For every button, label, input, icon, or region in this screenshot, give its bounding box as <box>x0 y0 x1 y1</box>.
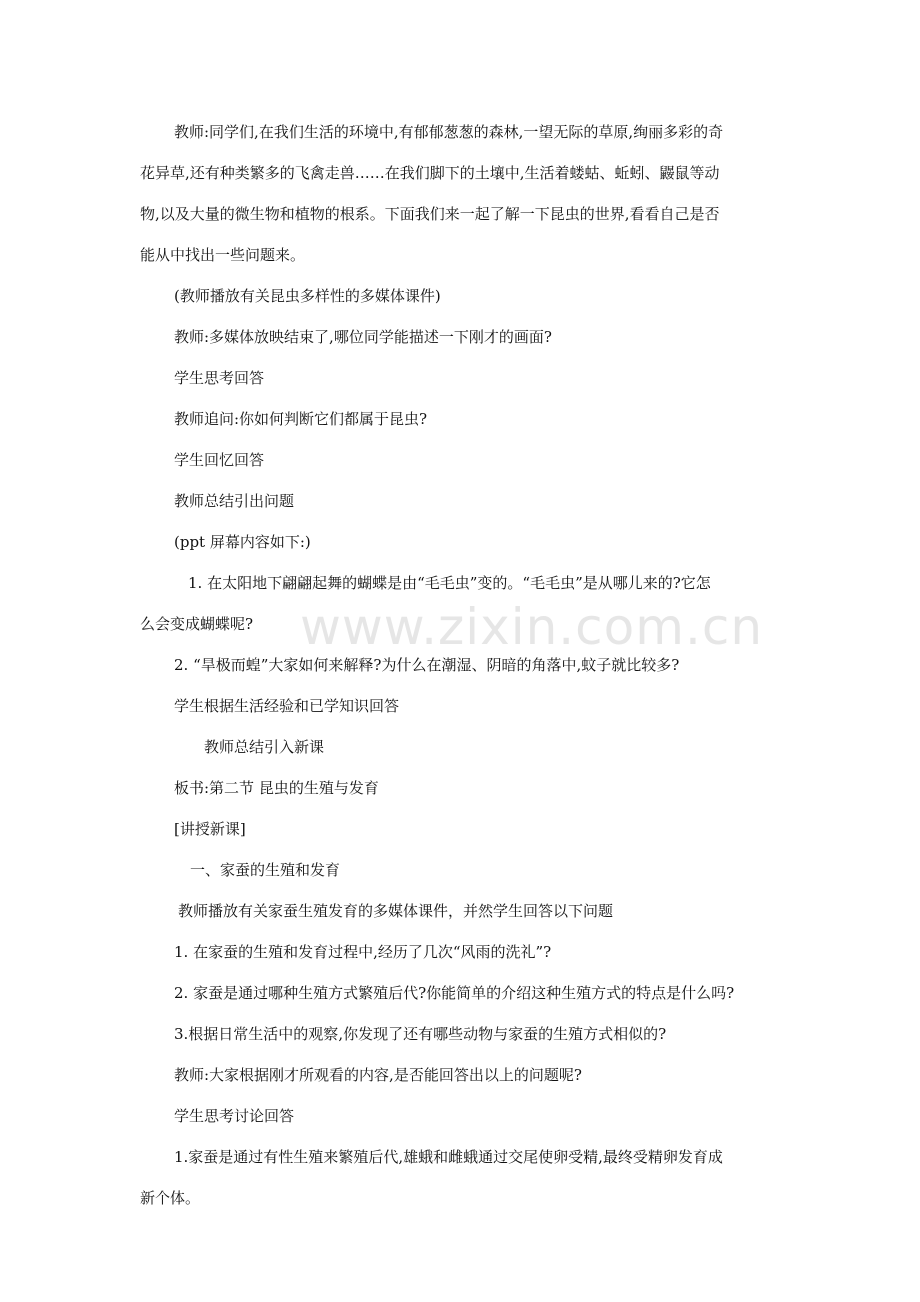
watermark: www.zixin.com.cn <box>300 598 764 656</box>
paragraph-intro-line-2: 花异草,还有种类繁多的飞禽走兽……在我们脚下的土壤中,生活着蝼蛄、蚯蚓、鼹鼠等动 <box>140 164 720 182</box>
paragraph-new-lesson: 教师总结引入新课 <box>204 738 325 756</box>
question-4: 2. 家蚕是通过哪种生殖方式繁殖后代?你能简单的介绍这种生殖方式的特点是什么吗? <box>174 984 735 1002</box>
paragraph-teacher-followup: 教师追问:你如何判断它们都属于昆虫? <box>174 410 428 428</box>
paragraph-intro-line-1: 教师:同学们,在我们生活的环境中,有郁郁葱葱的森林,一望无际的草原,绚丽多彩的奇 <box>174 123 724 141</box>
paragraph-intro-line-3: 物,以及大量的微生物和植物的根系。下面我们来一起了解一下昆虫的世界,看看自己是否 <box>140 205 720 223</box>
paragraph-board-title: 板书:第二节 昆虫的生殖与发育 <box>174 779 379 797</box>
answer-1-line-2: 新个体。 <box>140 1189 201 1207</box>
paragraph-stage-note: (教师播放有关昆虫多样性的多媒体课件) <box>174 287 441 305</box>
question-1-line-1: 1. 在太阳地下翩翩起舞的蝴蝶是由“毛毛虫”变的。“毛毛虫”是从哪儿来的?它怎 <box>188 574 711 592</box>
paragraph-intro-line-4: 能从中找出一些问题来。 <box>140 246 306 264</box>
paragraph-student-answer-3: 学生根据生活经验和已学知识回答 <box>174 697 400 715</box>
question-3: 1. 在家蚕的生殖和发育过程中,经历了几次“风雨的洗礼”? <box>174 943 552 961</box>
heading-silkworm: 一、家蚕的生殖和发育 <box>190 861 341 879</box>
paragraph-student-answer-2: 学生回忆回答 <box>174 451 265 469</box>
paragraph-student-discussion: 学生思考讨论回答 <box>174 1107 295 1125</box>
paragraph-teacher-prompt: 教师:大家根据刚才所观看的内容,是否能回答出以上的问题呢? <box>174 1066 582 1084</box>
paragraph-ppt-note: (ppt 屏幕内容如下:) <box>174 533 311 551</box>
paragraph-teacher-question: 教师:多媒体放映结束了,哪位同学能描述一下刚才的画面? <box>174 328 552 346</box>
question-5: 3.根据日常生活中的观察,你发现了还有哪些动物与家蚕的生殖方式相似的? <box>174 1025 667 1043</box>
answer-1-line-1: 1.家蚕是通过有性生殖来繁殖后代,雄蛾和雌蛾通过交尾使卵受精,最终受精卵发育成 <box>174 1148 723 1166</box>
question-2: 2. “旱极而蝗”大家如何来解释?为什么在潮湿、阴暗的角落中,蚊子就比较多? <box>174 656 680 674</box>
paragraph-section-tag: [讲授新课] <box>174 820 246 838</box>
question-1-line-2: 么会变成蝴蝶呢? <box>140 615 254 633</box>
paragraph-teacher-summary: 教师总结引出问题 <box>174 492 295 510</box>
paragraph-silkworm-media: 教师播放有关家蚕生殖发育的多媒体课件，并然学生回答以下问题 <box>178 902 614 920</box>
paragraph-student-answer-1: 学生思考回答 <box>174 369 265 387</box>
